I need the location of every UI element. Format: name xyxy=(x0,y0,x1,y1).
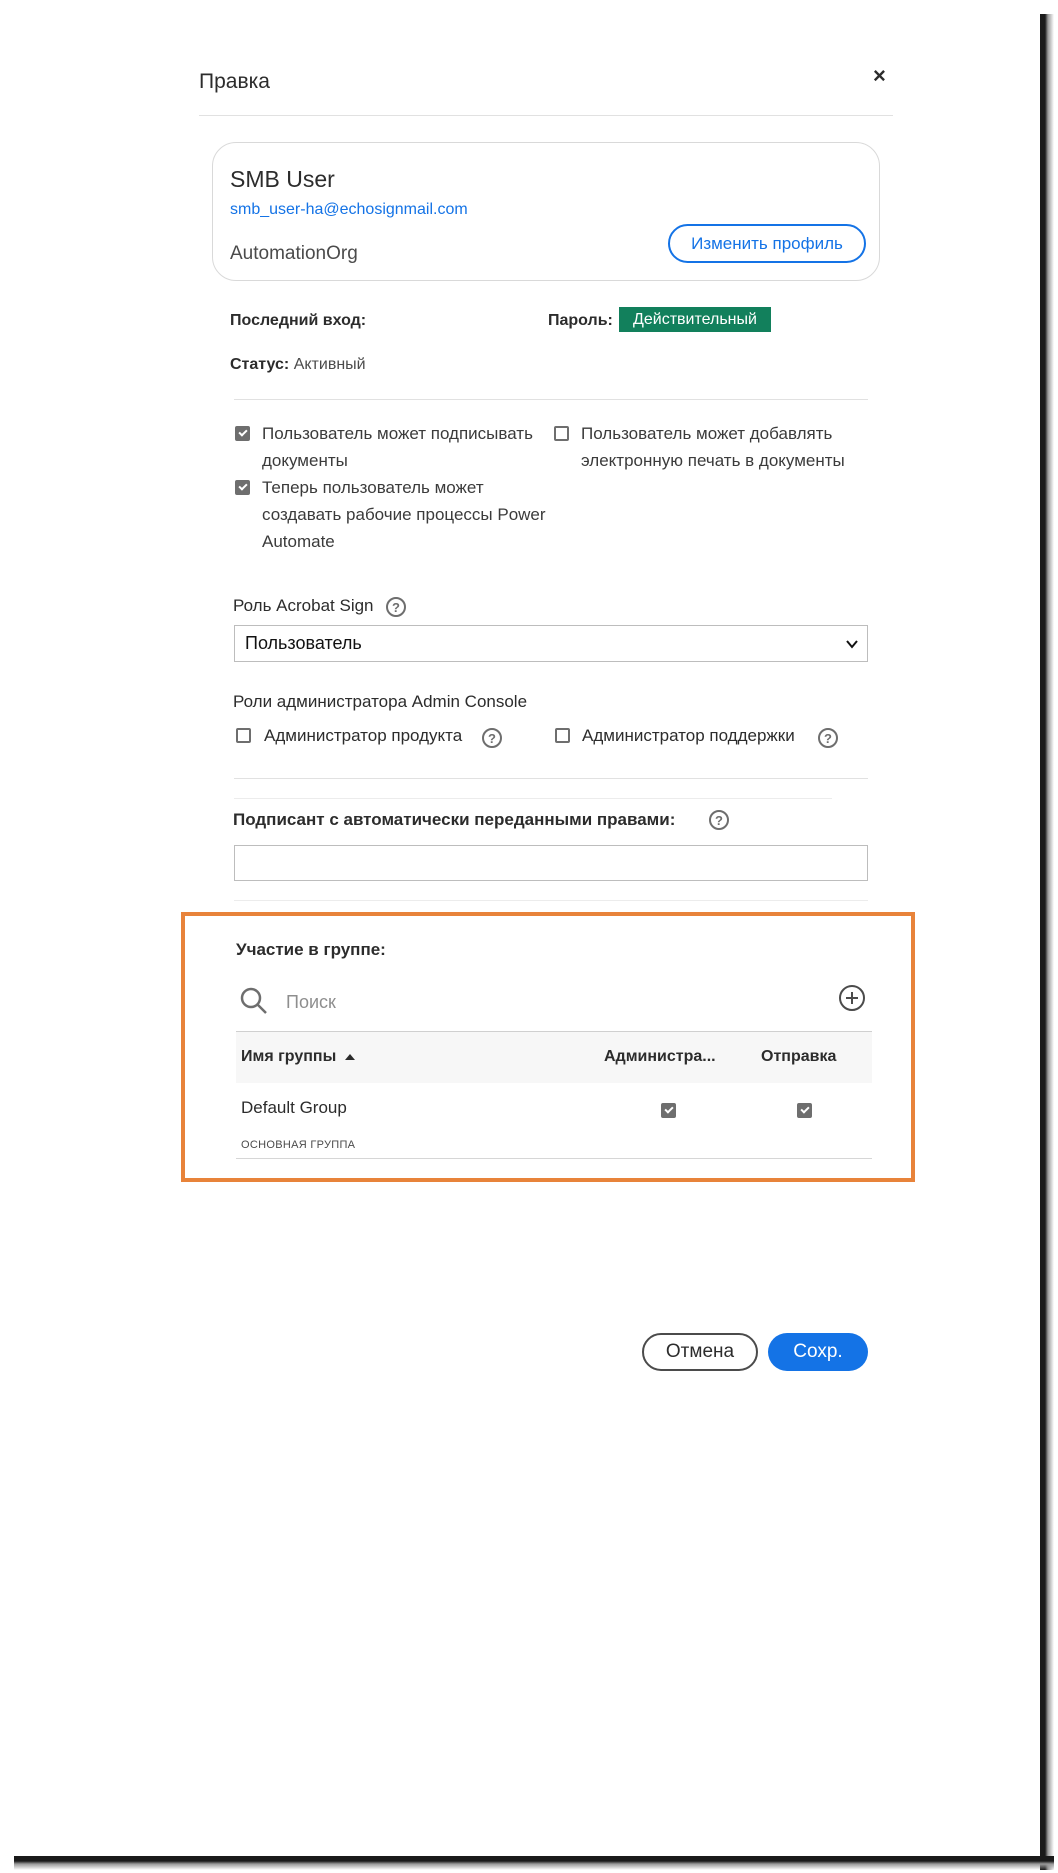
close-icon[interactable]: × xyxy=(873,63,886,88)
group-row-divider xyxy=(236,1158,872,1159)
group-row-name: Default Group xyxy=(241,1098,347,1117)
can-sign-line1: Пользователь может подписывать xyxy=(262,424,533,443)
group-row-admin-checkbox[interactable] xyxy=(661,1103,676,1118)
power-automate-line1: Теперь пользователь может xyxy=(262,478,484,497)
support-admin-label: Администратор поддержки xyxy=(582,726,795,745)
power-automate-checkbox[interactable] xyxy=(235,480,250,495)
admin-roles-divider xyxy=(234,778,868,779)
password-status-badge: Действительный xyxy=(619,307,771,332)
delegate-label: Подписант с автоматически переданными правами: xyxy=(233,810,676,829)
support-admin-checkbox[interactable] xyxy=(555,728,570,743)
group-membership-title: Участие в группе: xyxy=(236,940,386,959)
group-row-send-checkbox[interactable] xyxy=(797,1103,812,1118)
power-automate-line2: создавать рабочие процессы Power xyxy=(262,505,546,524)
power-automate-line3: Automate xyxy=(262,532,335,551)
support-admin-help-icon[interactable]: ? xyxy=(818,728,838,748)
status-value: Активный xyxy=(293,356,366,373)
delegate-divider xyxy=(234,798,832,799)
status-label: Статус: xyxy=(230,356,290,373)
header-divider xyxy=(199,115,893,116)
cancel-button[interactable]: Отмена xyxy=(642,1333,758,1371)
frame-shadow-bottom xyxy=(14,1856,1054,1870)
role-select-value: Пользователь xyxy=(245,633,362,653)
dialog-title: Правка xyxy=(199,70,270,93)
product-admin-label: Администратор продукта xyxy=(264,726,463,745)
delegate-input[interactable] xyxy=(234,845,868,881)
save-button[interactable]: Сохр. xyxy=(768,1333,868,1371)
column-header-send[interactable]: Отправка xyxy=(761,1048,837,1065)
column-header-admin[interactable]: Администра... xyxy=(604,1048,716,1065)
role-label: Роль Acrobat Sign xyxy=(233,596,374,615)
product-admin-help-icon[interactable]: ? xyxy=(482,728,502,748)
info-divider xyxy=(234,399,868,400)
delegate-help-icon[interactable]: ? xyxy=(709,810,729,830)
search-icon[interactable] xyxy=(240,987,268,1015)
add-group-icon[interactable] xyxy=(838,984,866,1012)
groups-top-divider xyxy=(234,900,868,901)
product-admin-checkbox[interactable] xyxy=(236,728,251,743)
frame-shadow-right xyxy=(1040,14,1054,1870)
role-select[interactable] xyxy=(234,625,868,662)
can-sign-checkbox[interactable] xyxy=(235,426,250,441)
column-header-name[interactable] xyxy=(241,1048,356,1066)
e-seal-line1: Пользователь может добавлять xyxy=(581,424,833,443)
column-header-name-label: Имя группы xyxy=(241,1048,337,1065)
e-seal-label xyxy=(581,420,845,474)
user-name: SMB User xyxy=(230,166,335,192)
group-search-input[interactable]: Поиск xyxy=(286,992,336,1012)
last-login-label: Последний вход: xyxy=(230,312,367,329)
can-sign-label xyxy=(262,420,533,474)
can-sign-line2: документы xyxy=(262,451,348,470)
role-help-icon[interactable]: ? xyxy=(386,597,406,617)
chevron-down-icon xyxy=(845,635,859,653)
edit-profile-button[interactable]: Изменить профиль xyxy=(668,224,866,263)
power-automate-label xyxy=(262,474,546,555)
sort-ascending-icon xyxy=(344,1052,356,1062)
user-org: AutomationOrg xyxy=(230,243,358,264)
e-seal-checkbox[interactable] xyxy=(554,426,569,441)
e-seal-line2: электронную печать в документы xyxy=(581,451,845,470)
user-email: smb_user-ha@echosignmail.com xyxy=(230,201,468,218)
group-row-subtitle: ОСНОВНАЯ ГРУППА xyxy=(241,1139,356,1151)
status-row xyxy=(230,356,366,374)
admin-roles-label: Роли администратора Admin Console xyxy=(233,692,528,711)
password-label: Пароль: xyxy=(548,312,613,329)
